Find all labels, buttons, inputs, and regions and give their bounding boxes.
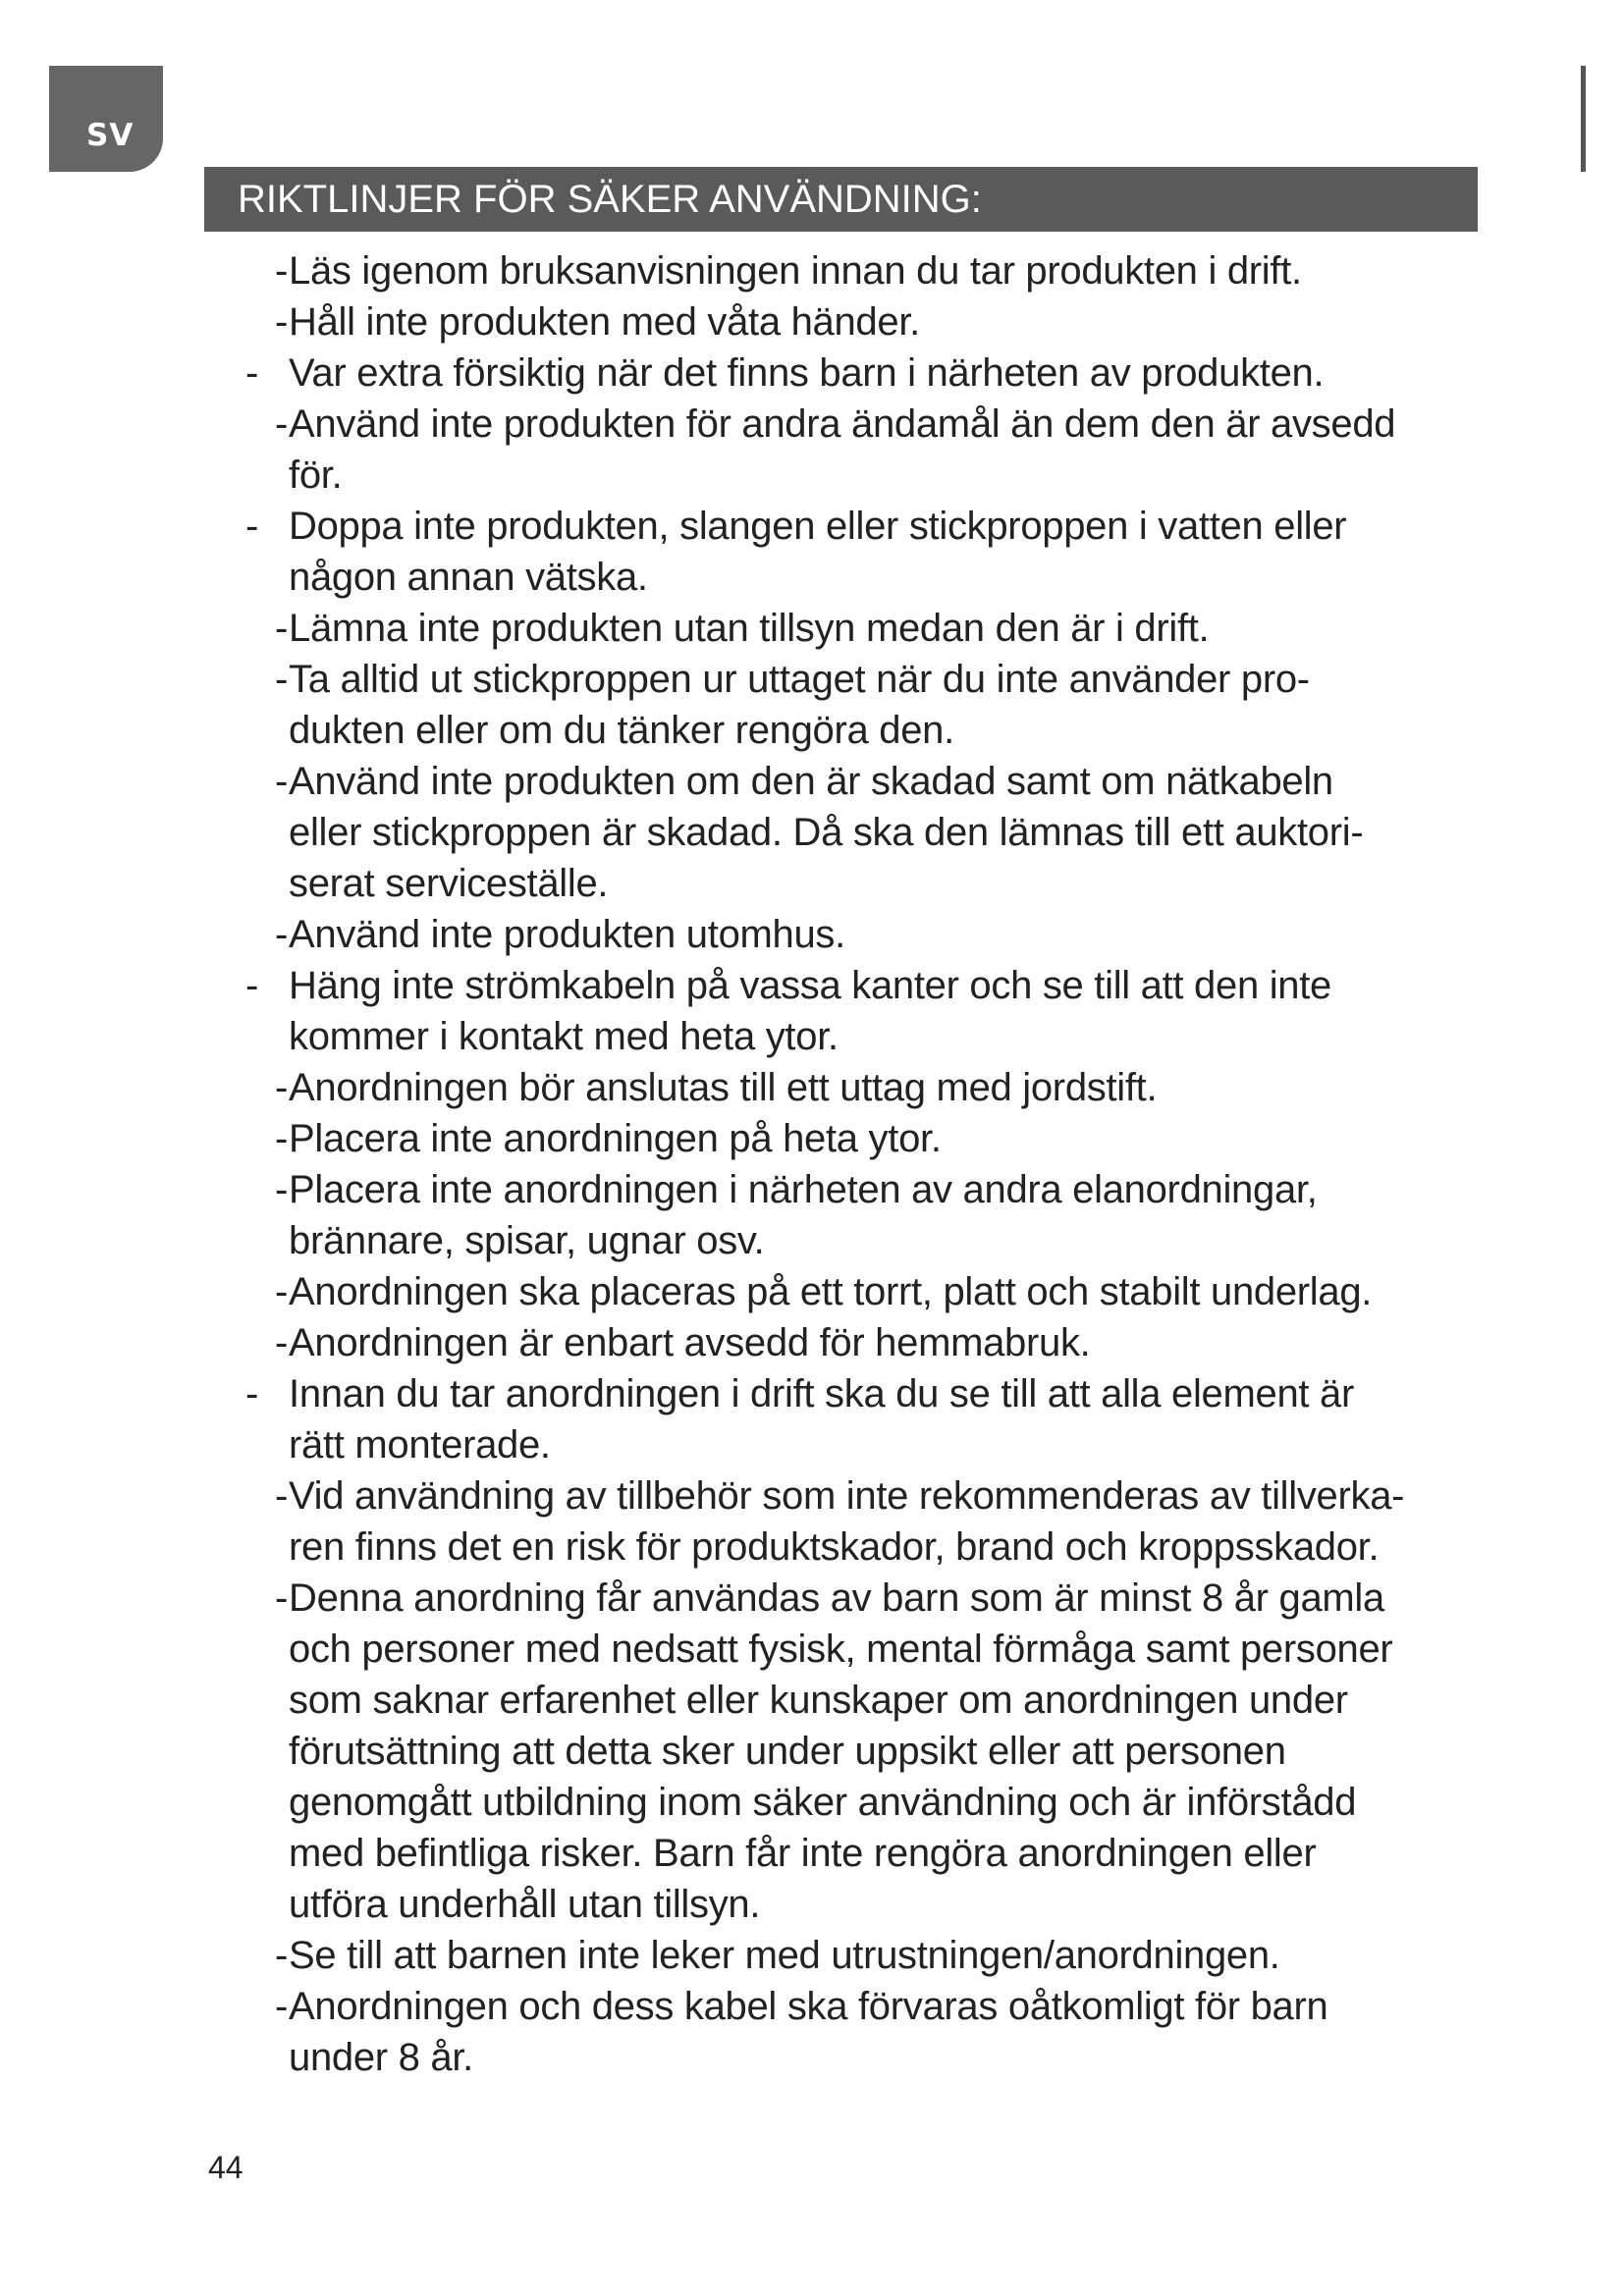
bullet-dash: - xyxy=(275,760,289,803)
list-item-text: Anordningen bör anslutas till ett uttag med jordstift. xyxy=(289,1066,1158,1109)
section-header xyxy=(204,167,1478,232)
bullet-dash: - xyxy=(275,1066,289,1109)
list-item xyxy=(245,1062,1522,1113)
language-tab xyxy=(49,66,163,172)
page-edge-marker xyxy=(1581,66,1586,172)
bullet-dash: - xyxy=(275,300,289,344)
list-item-text: Anordningen är enbart avsedd för hemmabruk. xyxy=(289,1321,1091,1364)
bullet-dash: - xyxy=(275,1117,289,1160)
list-item xyxy=(245,1368,1522,1470)
bullet-dash: - xyxy=(275,1168,289,1211)
bullet-dash: - xyxy=(245,505,259,548)
list-item-text: Innan du tar anordningen i drift ska du se till att alla element är rätt monterade. xyxy=(289,1372,1354,1467)
bullet-dash: - xyxy=(275,1321,289,1364)
bullet-dash: - xyxy=(245,1372,259,1415)
bullet-dash: - xyxy=(275,249,289,293)
bullet-dash: - xyxy=(245,964,259,1007)
list-item xyxy=(245,960,1522,1062)
list-item-text: Använd inte produkten för andra ändamål än dem den är avsedd för. xyxy=(289,402,1396,497)
list-item-text: Lämna inte produkten utan tillsyn medan den är i drift. xyxy=(289,607,1210,650)
list-item-text: Denna anordning får användas av barn som är minst 8 år gamla och personer med nedsatt fysisk, mental förmåga samt personer som saknar erfarenhet eller kunskaper om anordningen under förutsättning att detta sker under uppsikt eller att personen genomgått utbildning inom säker användning och är införstådd med befintliga risker. Barn får inte rengöra anordningen eller utföra underhåll utan tillsyn. xyxy=(289,1576,1393,1926)
list-item xyxy=(245,909,1522,960)
list-item xyxy=(245,654,1522,756)
list-item-text: Placera inte anordningen på heta ytor. xyxy=(289,1117,942,1160)
list-item-text: Placera inte anordningen i närheten av andra elanordningar, brännare, spisar, ugnar osv. xyxy=(289,1168,1318,1262)
list-item-text: Ta alltid ut stickproppen ur uttaget när du inte använder pro- dukten eller om du tänker rengöra den. xyxy=(289,658,1310,752)
language-code: SV xyxy=(86,118,135,153)
list-item xyxy=(245,501,1522,603)
list-item-text: Anordningen ska placeras på ett torrt, platt och stabilt underlag. xyxy=(289,1270,1373,1313)
list-item xyxy=(245,1113,1522,1164)
list-item-text: Använd inte produkten utomhus. xyxy=(289,913,845,956)
bullet-dash: - xyxy=(275,1934,289,1977)
bullet-dash: - xyxy=(275,607,289,650)
list-item-text: Använd inte produkten om den är skadad samt om nätkabeln eller stickproppen är skadad. Då ska den lämnas till ett auktori- serat serviceställe. xyxy=(289,760,1364,905)
bullet-dash: - xyxy=(275,1474,289,1518)
list-item xyxy=(245,1266,1522,1317)
section-title: RIKTLINJER FÖR SÄKER ANVÄNDNING: xyxy=(238,178,982,221)
list-item-text: Var extra försiktig när det finns barn i närheten av produkten. xyxy=(289,351,1325,395)
list-item xyxy=(245,1164,1522,1266)
bullet-dash: - xyxy=(275,402,289,446)
list-item-text: Vid användning av tillbehör som inte rekommenderas av tillverka- ren finns det en risk för produktskador, brand och kroppsskador. xyxy=(289,1474,1405,1569)
list-item-text: Se till att barnen inte leker med utrustningen/anordningen. xyxy=(289,1934,1280,1977)
list-item-text: Häng inte strömkabeln på vassa kanter och se till att den inte kommer i kontakt med heta ytor. xyxy=(289,964,1332,1058)
list-item-text: Läs igenom bruksanvisningen innan du tar produkten i drift. xyxy=(289,249,1302,293)
bullet-dash: - xyxy=(275,1270,289,1313)
list-item xyxy=(245,399,1522,501)
list-item-text: Anordningen och dess kabel ska förvaras oåtkomligt för barn under 8 år. xyxy=(289,1985,1328,2079)
bullet-dash: - xyxy=(275,658,289,701)
list-item xyxy=(245,1573,1522,1930)
bullet-dash: - xyxy=(275,1576,289,1620)
bullet-dash: - xyxy=(275,1985,289,2028)
list-item xyxy=(245,296,1522,347)
list-item xyxy=(245,1317,1522,1368)
list-item xyxy=(245,756,1522,909)
list-item xyxy=(245,1470,1522,1573)
list-item xyxy=(245,603,1522,654)
list-item xyxy=(245,1981,1522,2083)
list-item xyxy=(245,347,1522,399)
page-number: 44 xyxy=(208,2150,244,2185)
list-item-text: Håll inte produkten med våta händer. xyxy=(289,300,920,344)
list-item xyxy=(245,1930,1522,1981)
bullet-dash: - xyxy=(245,351,259,395)
safety-guidelines-list xyxy=(245,245,1522,2083)
bullet-dash: - xyxy=(275,913,289,956)
list-item-text: Doppa inte produkten, slangen eller stickproppen i vatten eller någon annan vätska. xyxy=(289,505,1347,599)
list-item xyxy=(245,245,1522,296)
